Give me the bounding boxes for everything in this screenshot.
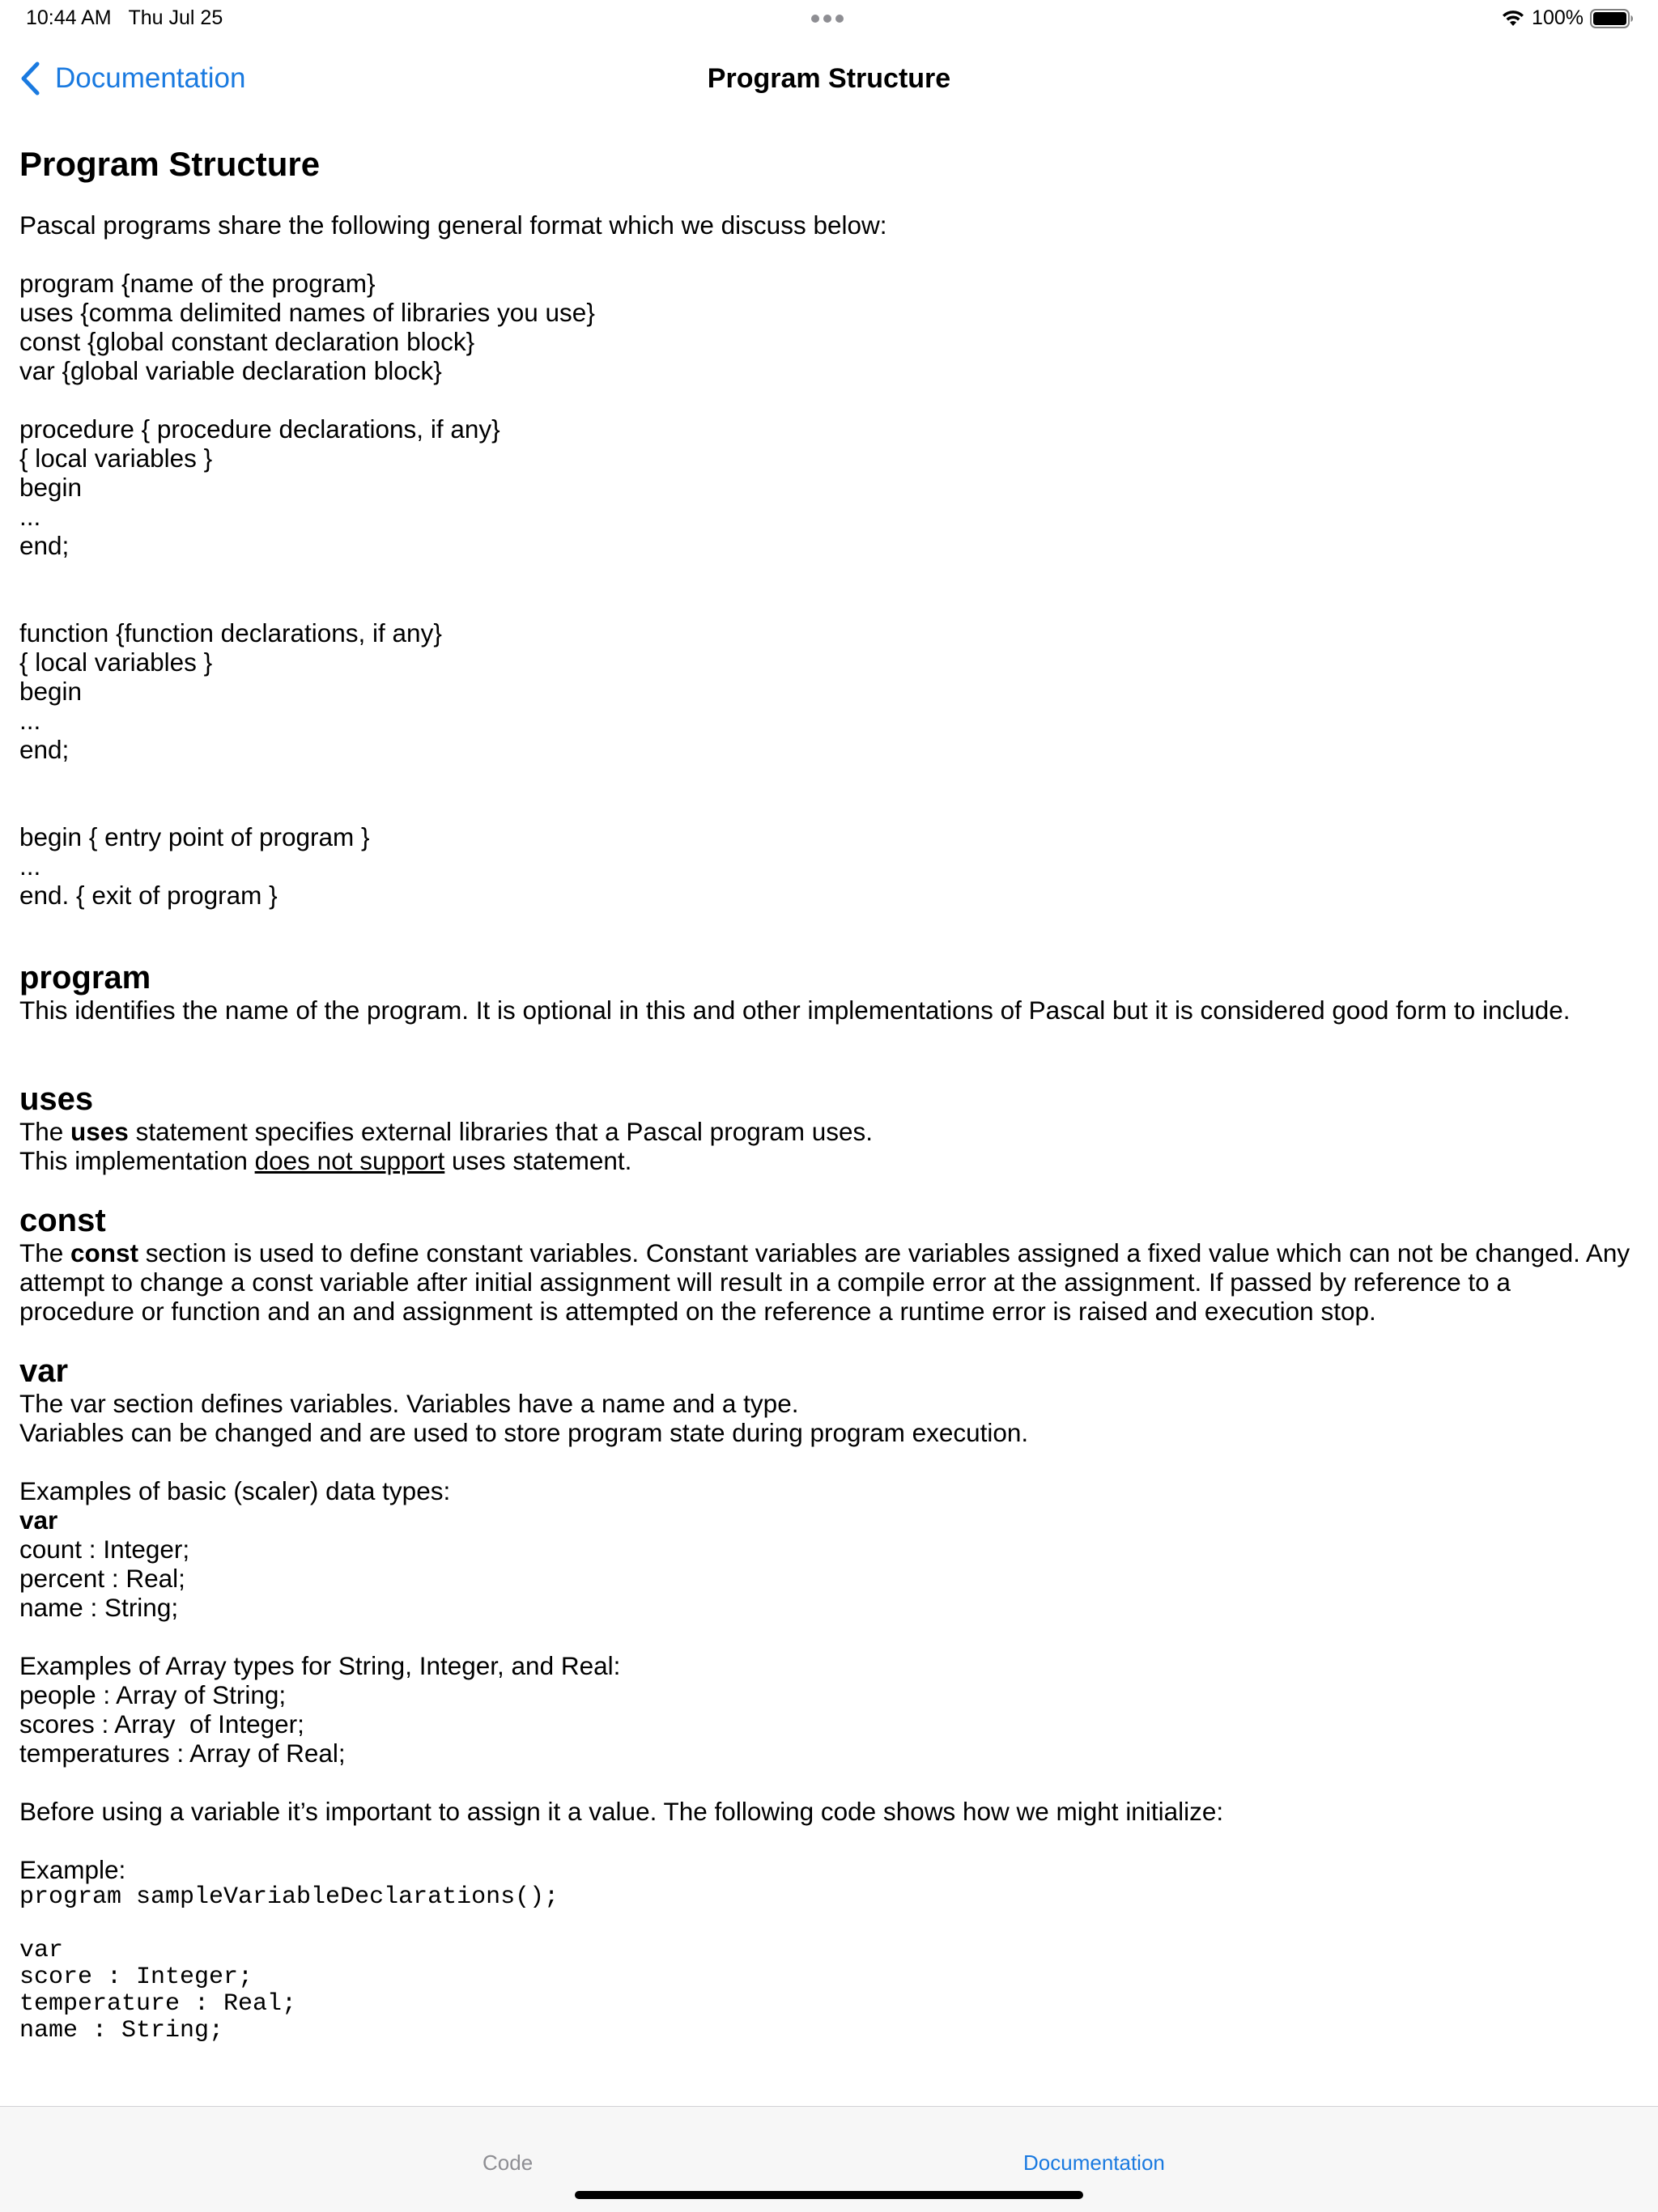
format-line: uses {comma delimited names of libraries you use} (19, 298, 595, 327)
uses-text: statement specifies external libraries that a Pascal program uses. (128, 1117, 874, 1146)
const-description (19, 1238, 1630, 1326)
procedure-line: begin (19, 473, 83, 502)
multitasking-dots-icon[interactable] (811, 15, 844, 23)
section-heading-program: program (19, 960, 151, 996)
code-line: score : Integer; (19, 1964, 253, 1991)
tab-code[interactable]: Code (483, 2150, 534, 2175)
format-block (19, 269, 1630, 385)
section-heading-var: var (19, 1353, 69, 1389)
array-type-line: people : Array of String; (19, 1680, 287, 1709)
program-description: This identifies the name of the program. It is optional in this and other implementations of Pascal but it is considered good form to include. (19, 996, 1571, 1025)
procedure-line: ... (19, 502, 41, 531)
const-text: The (19, 1238, 71, 1267)
intro-text: Pascal programs share the following general format which we discuss below: (19, 210, 887, 240)
basic-types-keyword (19, 1505, 1630, 1535)
battery-icon (1590, 9, 1634, 28)
procedure-block (19, 414, 1630, 560)
code-line: temperature : Real; (19, 1990, 297, 2018)
array-type-line: scores : Array of Integer; (19, 1709, 304, 1739)
tab-bar (0, 2106, 1658, 2212)
main-line: end. { exit of program } (19, 881, 278, 910)
uses-text: This implementation (19, 1146, 255, 1175)
page-heading: Program Structure (19, 145, 321, 183)
status-indicators (1501, 6, 1634, 30)
function-line: ... (19, 706, 41, 735)
status-time-value: 10:44 AM (26, 6, 112, 29)
code-line: program sampleVariableDeclarations(); (19, 1883, 559, 1911)
section-heading-uses: uses (19, 1081, 94, 1117)
uses-text: The (19, 1117, 71, 1146)
procedure-line: procedure { procedure declarations, if any} (19, 414, 500, 444)
const-text: section is used to define constant variables. Constant variables are variables assigned a fixed value which can not be changed. Any attempt to change a const variable after initial assignment will result in a compile error at the assignment. If passed by reference to a procedure or function and an and assignment is attempted on the reference a runtime error is raised and execution stop. (19, 1238, 1630, 1326)
init-text: Before using a variable it’s important to assign it a value. The following code shows how we might initialize: (19, 1797, 1224, 1826)
tab-documentation[interactable]: Documentation (1023, 2150, 1165, 2175)
format-line: const {global constant declaration block} (19, 327, 475, 356)
basic-type-line: name : String; (19, 1593, 179, 1622)
var-description-line1: The var section defines variables. Variables have a name and a type. (19, 1389, 799, 1418)
basic-types-heading: Examples of basic (scaler) data types: (19, 1476, 451, 1505)
format-line: var {global variable declaration block} (19, 356, 442, 385)
basic-type-line: count : Integer; (19, 1535, 190, 1564)
array-types-heading: Examples of Array types for String, Integer, and Real: (19, 1651, 621, 1680)
nav-title: Program Structure (707, 63, 951, 94)
code-line: var (19, 1937, 64, 1964)
status-date-value: Thu Jul 25 (128, 6, 223, 29)
uses-description-line2 (19, 1146, 1630, 1175)
basic-type-line: percent : Real; (19, 1564, 185, 1593)
const-keyword: const (70, 1238, 139, 1267)
array-type-line: temperatures : Array of Real; (19, 1739, 346, 1768)
example-label: Example: (19, 1855, 126, 1884)
function-line: end; (19, 735, 70, 764)
function-block (19, 618, 1630, 764)
back-button-label: Documentation (55, 62, 246, 94)
main-block (19, 822, 1630, 910)
main-line: begin { entry point of program } (19, 822, 370, 851)
navigation-bar (0, 39, 1658, 120)
uses-description-line1 (19, 1117, 1630, 1146)
procedure-line: { local variables } (19, 444, 213, 473)
uses-text: uses statement. (444, 1146, 632, 1175)
status-bar (0, 0, 1658, 39)
battery-percent: 100% (1532, 6, 1584, 29)
main-line: ... (19, 851, 41, 881)
documentation-content (19, 144, 1630, 2044)
var-description-line2: Variables can be changed and are used to store program state during program execution. (19, 1418, 1029, 1447)
section-heading-const: const (19, 1203, 106, 1238)
var-keyword: var (19, 1505, 58, 1535)
code-line: name : String; (19, 2017, 224, 2044)
uses-keyword: uses (70, 1117, 129, 1146)
wifi-icon (1501, 10, 1525, 28)
home-indicator[interactable] (575, 2191, 1083, 2199)
function-line: { local variables } (19, 647, 213, 677)
uses-not-supported: does not support (254, 1146, 445, 1175)
status-time (26, 6, 223, 30)
format-line: program {name of the program} (19, 269, 376, 298)
function-line: begin (19, 677, 83, 706)
function-line: function {function declarations, if any} (19, 618, 442, 647)
procedure-line: end; (19, 531, 70, 560)
